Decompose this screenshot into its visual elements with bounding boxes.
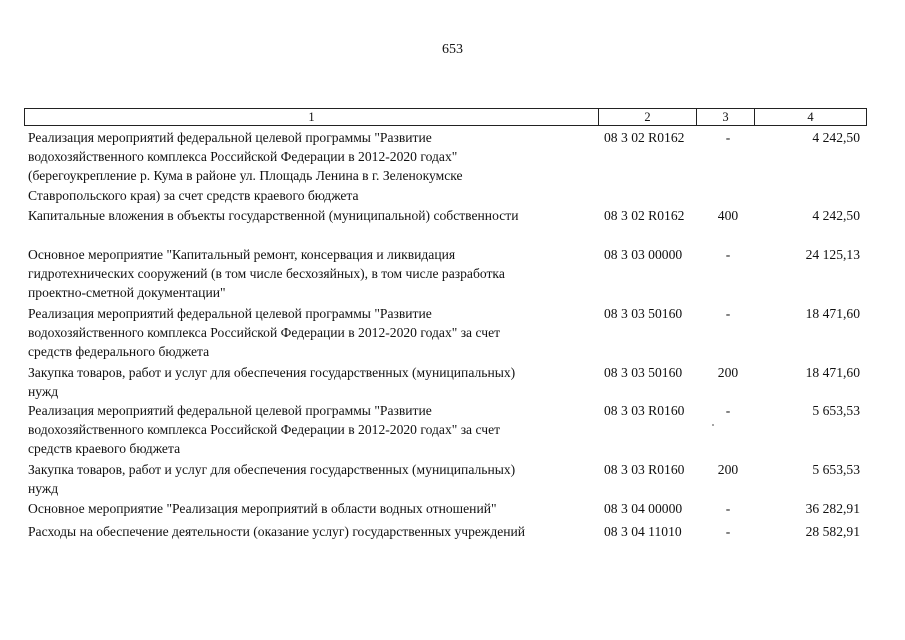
row-amount: 4 242,50 [812,130,860,145]
row-expense-type: 200 [717,365,739,380]
page-number: 653 [442,42,463,57]
row-code: 08 3 02 R0162 [604,130,685,145]
row-expense-type: 400 [717,208,739,223]
row-code: 08 3 03 R0160 [604,403,685,418]
row-name: Расходы на обеспечение деятельности (оказание услуг) государственных учреждений [28,524,526,539]
row-amount: 28 582,91 [805,524,860,539]
row-name: Основное мероприятие "Капитальный ремонт, консервация и ликвидация гидротехнических сооружений (в том числе бесхозяйных), в том числе разработка проектно-сметной документации" [28,247,505,301]
row-code: 08 3 04 11010 [604,524,682,539]
row-expense-type: 200 [717,462,739,477]
row-code: 08 3 04 00000 [604,501,683,516]
row-amount: 24 125,13 [805,247,860,262]
row-expense-type: - [725,524,731,539]
row-code: 08 3 03 R0160 [604,462,685,477]
row-expense-type: - [725,130,731,145]
column-header-4: 4 [807,110,814,124]
row-code: 08 3 02 R0162 [604,208,685,223]
row-code: 08 3 03 50160 [604,365,683,380]
row-name: Реализация мероприятий федеральной целевой программы "Развитие водохозяйственного комплекса Российской Федерации в 2012-2020 годах" за счет средств федерального бюджета [28,306,501,360]
row-expense-type: - [725,501,731,516]
row-name: Реализация мероприятий федеральной целевой программы "Развитие водохозяйственного комплекса Российской Федерации в 2012-2020 годах" (берегоукрепление р. Кума в районе ул. Площадь Ленина в г. Зеленокумске Ставропольского края) за счет средств краевого бюджета [28,130,463,203]
row-expense-type: - [725,306,731,321]
column-header-3: 3 [697,109,755,125]
column-header-2: 2 [599,109,697,125]
row-amount: 4 242,50 [812,208,860,223]
row-amount: 18 471,60 [805,365,860,380]
row-name: Капитальные вложения в объекты государственной (муниципальной) собственности [28,208,519,223]
row-name: Реализация мероприятий федеральной целевой программы "Развитие водохозяйственного комплекса Российской Федерации в 2012-2020 годах" за счет средств краевого бюджета [28,403,501,457]
row-amount: 5 653,53 [812,462,860,477]
row-amount: 36 282,91 [805,501,860,516]
scan-speck [712,424,714,426]
row-expense-type: - [725,247,731,262]
row-name: Закупка товаров, работ и услуг для обеспечения государственных (муниципальных) нужд [28,365,516,400]
row-name: Основное мероприятие "Реализация мероприятий в области водных отношений" [28,501,497,516]
row-amount: 18 471,60 [805,306,860,321]
row-name: Закупка товаров, работ и услуг для обеспечения государственных (муниципальных) нужд [28,462,516,497]
row-code: 08 3 03 00000 [604,247,683,262]
row-expense-type: - [725,403,731,418]
row-amount: 5 653,53 [812,403,860,418]
table-header-row [24,108,867,126]
row-code: 08 3 03 50160 [604,306,683,321]
column-header-1: 1 [25,109,599,125]
